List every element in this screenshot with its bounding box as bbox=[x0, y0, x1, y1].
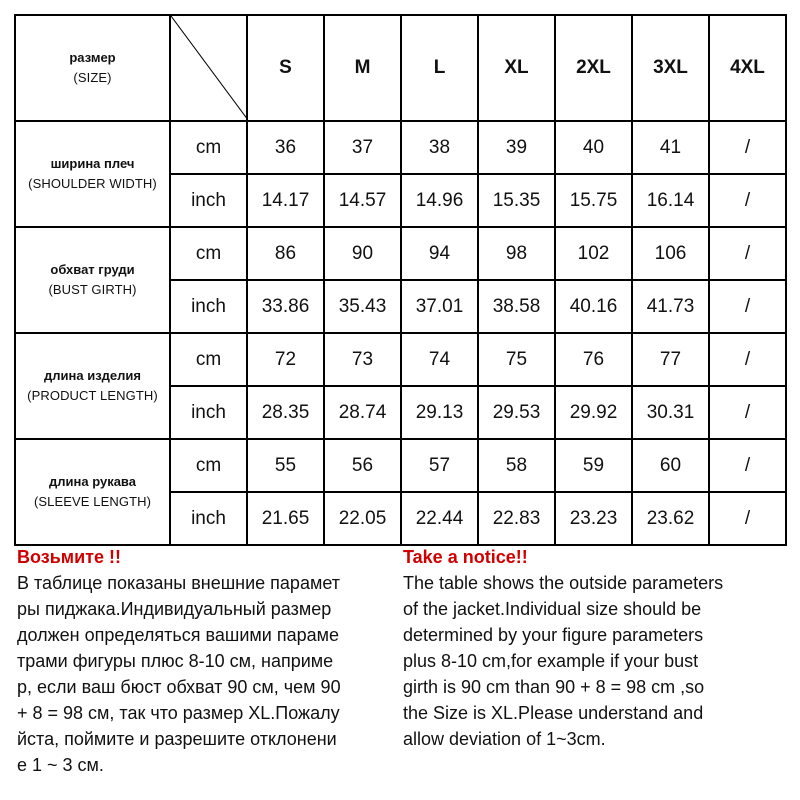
value-cell: / bbox=[709, 492, 786, 545]
value-cell: / bbox=[709, 121, 786, 174]
size-header-m: M bbox=[324, 15, 401, 121]
value-cell: / bbox=[709, 333, 786, 386]
row-label-ru: длина изделия bbox=[44, 368, 141, 383]
notice-line: трами фигуры плюс 8-10 см, наприме bbox=[17, 651, 334, 671]
size-label-cell bbox=[15, 15, 170, 121]
notice-title-ru: Возьмите !! bbox=[17, 547, 121, 567]
table-row bbox=[15, 439, 786, 492]
value-cell: 74 bbox=[401, 333, 478, 386]
value-cell: 28.35 bbox=[247, 386, 324, 439]
notice-line: of the jacket.Individual size should be bbox=[403, 599, 702, 619]
row-label-ru: ширина плеч bbox=[50, 156, 135, 171]
size-header-3xl: 3XL bbox=[632, 15, 709, 121]
value-cell: 37 bbox=[324, 121, 401, 174]
row-label-en: (PRODUCT LENGTH) bbox=[27, 388, 158, 403]
unit-inch: inch bbox=[170, 386, 247, 439]
value-cell: 98 bbox=[478, 227, 555, 280]
value-cell: 29.92 bbox=[555, 386, 632, 439]
value-cell: 76 bbox=[555, 333, 632, 386]
notice-english bbox=[403, 544, 798, 752]
row-label-sleeve-length bbox=[15, 439, 170, 545]
value-cell: 86 bbox=[247, 227, 324, 280]
value-cell: 73 bbox=[324, 333, 401, 386]
value-cell: 36 bbox=[247, 121, 324, 174]
notice-line: determined by your figure parameters bbox=[403, 625, 704, 645]
size-label-en: (SIZE) bbox=[73, 70, 112, 85]
unit-inch: inch bbox=[170, 492, 247, 545]
value-cell: / bbox=[709, 439, 786, 492]
row-label-bust-girth bbox=[15, 227, 170, 333]
value-cell: / bbox=[709, 386, 786, 439]
notice-line: The table shows the outside parameters bbox=[403, 573, 724, 593]
value-cell: 21.65 bbox=[247, 492, 324, 545]
notice-line: plus 8-10 cm,for example if your bust bbox=[403, 651, 699, 671]
size-chart-table bbox=[14, 14, 787, 546]
value-cell: 56 bbox=[324, 439, 401, 492]
value-cell: / bbox=[709, 227, 786, 280]
size-header-s: S bbox=[247, 15, 324, 121]
unit-cm: cm bbox=[170, 121, 247, 174]
diagonal-line bbox=[171, 16, 248, 120]
table-row bbox=[15, 227, 786, 280]
size-header-2xl: 2XL bbox=[555, 15, 632, 121]
value-cell: 14.17 bbox=[247, 174, 324, 227]
value-cell: 40 bbox=[555, 121, 632, 174]
value-cell: 58 bbox=[478, 439, 555, 492]
value-cell: 30.31 bbox=[632, 386, 709, 439]
row-label-ru: обхват груди bbox=[50, 262, 135, 277]
value-cell: / bbox=[709, 280, 786, 333]
value-cell: 41.73 bbox=[632, 280, 709, 333]
notice-line: allow deviation of 1~3cm. bbox=[403, 729, 606, 749]
table-row bbox=[15, 121, 786, 174]
row-label-en: (SLEEVE LENGTH) bbox=[33, 494, 152, 509]
size-header-4xl: 4XL bbox=[709, 15, 786, 121]
value-cell: 94 bbox=[401, 227, 478, 280]
value-cell: 59 bbox=[555, 439, 632, 492]
notice-line: the Size is XL.Please understand and bbox=[403, 703, 704, 723]
size-label-ru: размер bbox=[69, 50, 116, 65]
row-label-product-length bbox=[15, 333, 170, 439]
unit-inch: inch bbox=[170, 280, 247, 333]
value-cell: 106 bbox=[632, 227, 709, 280]
value-cell: 14.96 bbox=[401, 174, 478, 227]
notice-line: йста, поймите и разрешите отклонени bbox=[17, 729, 337, 749]
notice-line: должен определяться вашими параме bbox=[17, 625, 339, 645]
value-cell: 37.01 bbox=[401, 280, 478, 333]
value-cell: 15.35 bbox=[478, 174, 555, 227]
value-cell: 38 bbox=[401, 121, 478, 174]
notice-line: е 1 ~ 3 см. bbox=[17, 755, 104, 775]
value-cell: 55 bbox=[247, 439, 324, 492]
value-cell: 28.74 bbox=[324, 386, 401, 439]
notice-line: + 8 = 98 см, так что размер XL.Пожалу bbox=[17, 703, 340, 723]
value-cell: 22.83 bbox=[478, 492, 555, 545]
value-cell: 23.23 bbox=[555, 492, 632, 545]
row-label-en: (SHOULDER WIDTH) bbox=[28, 176, 157, 191]
table-row bbox=[15, 333, 786, 386]
unit-cm: cm bbox=[170, 439, 247, 492]
value-cell: 90 bbox=[324, 227, 401, 280]
value-cell: 38.58 bbox=[478, 280, 555, 333]
value-cell: 60 bbox=[632, 439, 709, 492]
size-header-l: L bbox=[401, 15, 478, 121]
value-cell: 75 bbox=[478, 333, 555, 386]
notice-line: ры пиджака.Индивидуальный размер bbox=[17, 599, 332, 619]
unit-inch: inch bbox=[170, 174, 247, 227]
unit-cm: cm bbox=[170, 227, 247, 280]
value-cell: 23.62 bbox=[632, 492, 709, 545]
value-cell: 77 bbox=[632, 333, 709, 386]
value-cell: 29.53 bbox=[478, 386, 555, 439]
value-cell: 22.05 bbox=[324, 492, 401, 545]
header-row bbox=[15, 15, 786, 121]
notice-line: р, если ваш бюст обхват 90 см, чем 90 bbox=[17, 677, 341, 697]
unit-cm: cm bbox=[170, 333, 247, 386]
size-header-xl: XL bbox=[478, 15, 555, 121]
value-cell: / bbox=[709, 174, 786, 227]
diagonal-divider-cell bbox=[170, 15, 247, 121]
value-cell: 14.57 bbox=[324, 174, 401, 227]
value-cell: 57 bbox=[401, 439, 478, 492]
row-label-ru: длина рукава bbox=[49, 474, 136, 489]
value-cell: 41 bbox=[632, 121, 709, 174]
value-cell: 22.44 bbox=[401, 492, 478, 545]
value-cell: 33.86 bbox=[247, 280, 324, 333]
notice-line: В таблице показаны внешние парамет bbox=[17, 573, 340, 593]
notice-line: girth is 90 cm than 90 + 8 = 98 cm ,so bbox=[403, 677, 705, 697]
row-label-shoulder-width bbox=[15, 121, 170, 227]
value-cell: 39 bbox=[478, 121, 555, 174]
value-cell: 102 bbox=[555, 227, 632, 280]
row-label-en: (BUST GIRTH) bbox=[48, 282, 137, 297]
notice-title-en: Take a notice!! bbox=[403, 547, 528, 567]
value-cell: 15.75 bbox=[555, 174, 632, 227]
value-cell: 16.14 bbox=[632, 174, 709, 227]
value-cell: 40.16 bbox=[555, 280, 632, 333]
value-cell: 35.43 bbox=[324, 280, 401, 333]
value-cell: 72 bbox=[247, 333, 324, 386]
value-cell: 29.13 bbox=[401, 386, 478, 439]
notice-russian bbox=[17, 544, 397, 778]
